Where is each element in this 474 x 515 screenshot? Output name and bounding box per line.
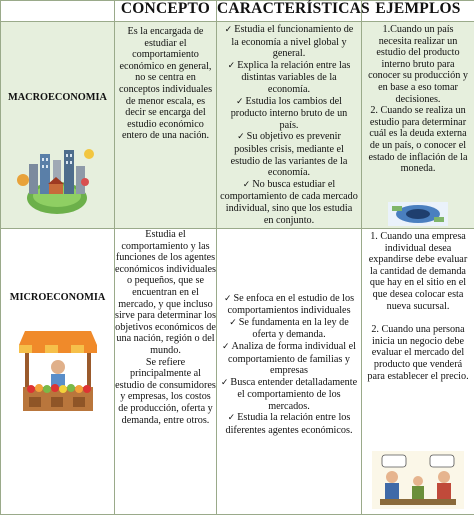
macro-ejemplos	[362, 22, 474, 177]
macro-label-cell	[1, 22, 115, 229]
market-stall-illustration	[15, 327, 101, 419]
check-icon: ✓	[228, 61, 236, 71]
list-item	[220, 24, 358, 60]
micro-caracteristicas-cell	[217, 229, 362, 515]
check-icon: ✓	[229, 318, 237, 328]
check-icon: ✓	[237, 132, 245, 142]
list-item-text: Busca entender detalladamente el comportamiento de los mercados.	[230, 377, 357, 412]
header-concepto: CONCEPTO	[115, 1, 217, 22]
money-handshake-illustration	[388, 202, 448, 226]
list-item-text: Estudia los cambios del producto interno bruto de un país.	[231, 96, 348, 131]
list-item-text: Explica la relación entre las distintas variables de la economía.	[237, 60, 350, 95]
city-globe-illustration	[15, 140, 99, 216]
list-item-text: Estudia la relación entre los diferentes agentes económicos.	[225, 412, 352, 436]
list-item	[220, 179, 358, 226]
business-meeting-illustration	[372, 451, 464, 509]
macro-ejemplo-2: 2. Cuando se realiza un estudio para determinar cuál es la deuda externa de un país, o conocer el estado de inflación de la moneda.	[366, 105, 470, 175]
list-item-text: Se fundamenta en la ley de oferta y demanda.	[239, 317, 349, 341]
list-item-text: Estudia el funcionamiento de la economía a nivel global y general.	[231, 24, 353, 59]
micro-concepto-text-2: Se refiere principalmente al estudio de consumidores y empresas, los costos de producción, oferta y demanda, entre otros.	[115, 357, 216, 427]
check-icon: ✓	[225, 25, 233, 35]
micro-ejemplo-1: 1. Cuando una empresa individual desea expandirse debe evaluar la cantidad de demanda que hay en el sitio en el que desea colocar esta nueva sucursal.	[366, 231, 470, 312]
macro-concepto-cell	[115, 22, 217, 229]
list-item-text: Analiza de forma individual el comportamiento de familias y empresas	[228, 341, 356, 376]
check-icon: ✓	[236, 97, 244, 107]
header-ejemplos: EJEMPLOS	[362, 1, 474, 22]
micro-caracteristicas-list	[217, 291, 361, 439]
micro-ejemplos	[362, 229, 474, 384]
micro-label-cell	[1, 229, 115, 515]
micro-ejemplo-2: 2. Cuando una persona inicia un negocio debe evaluar el mercado del producto que venderá para establecer el precio.	[366, 324, 470, 382]
check-icon: ✓	[224, 294, 232, 304]
macro-caracteristicas-cell	[217, 22, 362, 229]
check-icon: ✓	[222, 342, 230, 352]
header-blank-cell	[1, 1, 115, 22]
macro-label: MACROECONOMIA	[1, 92, 114, 103]
macro-ejemplo-1: 1.Cuando un país necesita realizar un estudio del producto interno bruto para conocer su producción y en base a eso tomar decisiones.	[366, 24, 470, 105]
header-row	[1, 1, 474, 22]
header-caracteristicas: CARACTERÍSTICAS	[217, 1, 362, 22]
macro-concepto-text: Es la encargada de estudiar el comportamiento económico en general, no se centra en conceptos individuales de menor escala, es decir se encarga del estudio económico entero de una nación.	[115, 26, 216, 142]
list-item	[220, 60, 358, 96]
check-icon: ✓	[243, 180, 251, 190]
micro-row	[1, 229, 474, 515]
list-item-text: Su objetivo es prevenir posibles crisis, mediante el estudio de las variantes de la economía.	[231, 131, 348, 178]
list-item	[220, 96, 358, 132]
list-item	[220, 317, 358, 341]
macro-ejemplos-cell	[362, 22, 474, 229]
check-icon: ✓	[221, 378, 229, 388]
micro-label: MICROECONOMIA	[1, 292, 114, 303]
check-icon: ✓	[228, 413, 236, 423]
list-item-text: No busca estudiar el comportamiento de cada mercado individual, sino que los estudia en conjunto.	[220, 179, 358, 226]
macro-caracteristicas-list	[217, 22, 361, 228]
list-item	[220, 131, 358, 178]
list-item	[220, 293, 358, 317]
macro-row	[1, 22, 474, 229]
list-item	[220, 341, 358, 377]
list-item	[220, 412, 358, 436]
list-item	[220, 377, 358, 413]
micro-ejemplos-cell	[362, 229, 474, 515]
micro-concepto-cell	[115, 229, 217, 515]
list-item-text: Se enfoca en el estudio de los comportamientos individuales	[227, 293, 354, 317]
micro-concepto-text-1: Estudia el comportamiento y las funciones de los agentes económicos individuales o pequeños, que se encuentran en el mercado, y que incluso sirve para determinar los objetivos económicos de una nación, región o del mundo.	[115, 229, 216, 357]
